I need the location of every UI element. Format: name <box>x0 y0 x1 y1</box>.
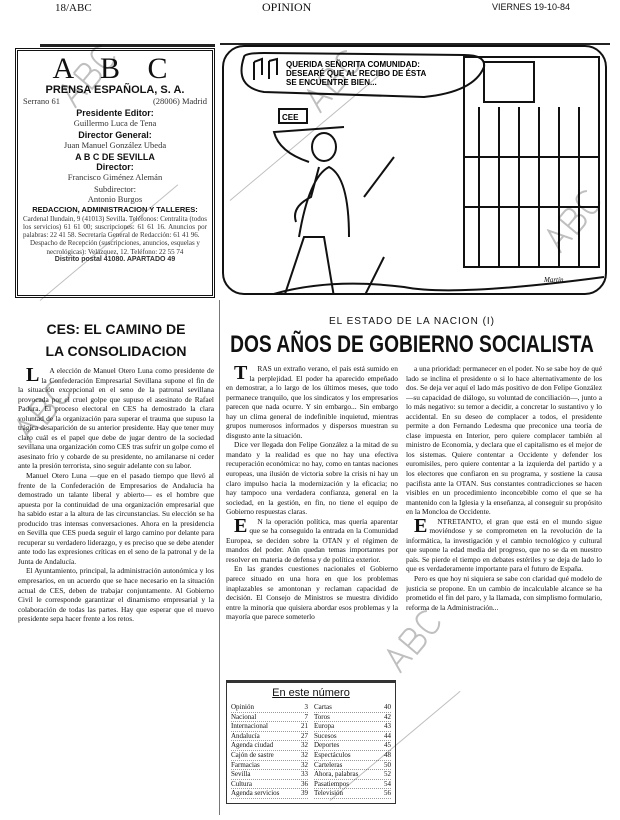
postal-text: Distrito postal 41080. APARTADO 49 <box>54 255 176 263</box>
paragraph: Pero es que hoy ni siquiera se sabe con claridad qué modelo de justicia se propone. En un cambio de incalculable alcance se ha prometido el fin del paro, y la llamada, con simplismo formulario, reforma de la Administración... <box>406 574 602 612</box>
role-label: Subdirector: <box>93 184 137 194</box>
role-name: Guillermo Luca de Tena <box>73 118 157 128</box>
index-entry-page: 56 <box>384 789 391 798</box>
paragraph: El Ayuntamiento, principal, la administración autonómica y los empresarios, en un acuerdo que se hace necesario en la situación actual de CES, deben de trabajar conjuntamente. Al Gobierno Civil le corresponde garantizar el dinamismo empresarial y la colaboración de todas las partes. Hay que esperar que el nuevo presidente sepa hacer frente a los retos. <box>18 566 214 624</box>
index-entry-page: 32 <box>301 760 308 769</box>
index-entry-page: 7 <box>304 712 308 721</box>
cartoonist-signature: Martín <box>544 276 564 284</box>
index-entry-page: 21 <box>301 722 308 731</box>
index-entry <box>231 722 308 732</box>
editorial-cartoon <box>222 45 607 295</box>
issue-date: VIERNES 19-10-84 <box>492 2 571 12</box>
index-entry-name: Toros <box>314 712 330 721</box>
company-name: PRENSA ESPAÑOLA, S. A. <box>45 84 185 96</box>
index-entry <box>314 703 391 713</box>
index-entry <box>231 713 308 723</box>
index-entry-page: 48 <box>384 750 391 759</box>
index-entry-name: Agenda ciudad <box>231 741 274 750</box>
index-entry <box>314 761 391 771</box>
paragraph: LA elección de Manuel Otero Luna como presidente de la Confederación Empresarial Sevillana supone el fin de la situación excepcional en el seno de la patronal sevillana provocada por el cruel golpe que supuso el asesinato de Rafael Padura. El proceso electoral en CES ha demostrado la clara voluntad de la organización para superar el trauma que supuso la trágica desaparición de su anterior presidente. Hay que tener muy claro cuál es el papel que debe de jugar dentro de la sociedad sevillana una organización como CES tras sufrir un golpe como el asesinato frío y cobarde de su presidente, no amilanarse ni ceder ante la presión terrorista, sino seguir adelante con su labor. <box>18 366 214 471</box>
index-entry <box>314 732 391 742</box>
index-entry <box>231 789 308 799</box>
edition-name: A B C DE SEVILLA <box>75 152 155 162</box>
index-entry <box>231 780 308 790</box>
index-entry <box>314 722 391 732</box>
page-number: 18/ABC <box>55 2 92 14</box>
role-name: Francisco Giménez Alemán <box>67 172 163 182</box>
index-entry-page: 52 <box>384 770 391 779</box>
index-entry-name: Internacional <box>231 722 268 731</box>
paragraph: En las grandes cuestiones nacionales el Gobierno parece situado en una hora en que los problemas inaplazables se amontonan y reclaman capacidad de decisión. El Consejo de Ministros se muestra dividido entre la minoría que quisiera abordar esos problemas y la mayoría que parece someterlo <box>226 564 398 622</box>
paragraph: ENTRETANTO, el gran que está en el mundo sigue moviéndose y se comprometen en la revolución de la informática, la investigación y el cambio tecnológico y cultural que supone la edad media del progreso, que no se da en nuestro país. Se pierde el tiempo en debates estériles y se deja de lado lo que es verdaderamente importante para el futuro de España. <box>406 514 602 574</box>
index-entry-page: 45 <box>384 741 391 750</box>
offices-label: REDACCION, ADMINISTRACION Y TALLERES: <box>32 205 198 214</box>
index-entry <box>231 741 308 751</box>
speech-bubble-text: QUERIDA SEÑORITA COMUNIDAD: DESEARÉ QUE AL RECIBO DE ÉSTA SE ENCUENTRE BIEN... <box>286 60 427 87</box>
article-headline: DOS AÑOS DE GOBIERNO SOCIALISTA <box>230 331 594 358</box>
cartoon-sign: CEE <box>282 113 299 122</box>
role-label: Director General: <box>78 130 152 140</box>
index-entry-page: 33 <box>301 770 308 779</box>
index-entry <box>231 761 308 771</box>
editorial-body <box>18 366 214 816</box>
role-name: Juan Manuel González Ubeda <box>63 140 167 150</box>
paragraph: a una prioridad: permanecer en el poder. No se sabe hoy de qué lado se inclina el presidente o si lo hace alternativamente de los dos. Se deja ver aquí el lado más positivo de don Felipe González —su capacidad de diálogo, su voluntad de conciliación—, junto a lo más negativo: su temor a decidir, a concretar lo sustantivo y lo accidental. En su deseo de complacer a todos, el presidente permite a don Fernando Ledesma que preconice una teoría de clase impuesta en Interior, pero quiere complacer también al ministro de Economía, y declara que el capitalismo es el mejor de los sistemas. Quiere contentar a Occidente y defender los euromisiles, pero quiere contentar a la izquierda del partido y a los electores que confiaron en su programa, y sostiene la causa pacifista ante la OTAN. Sus constantes contradicciones se hacen visibles en un procedimiento inconcebible como el que se ha mantenido con la Iglesia y la enseñanza, al conseguir su propósito en la Moncloa de Occidente. <box>406 364 602 517</box>
index-entry-name: Espectáculos <box>314 750 351 759</box>
index-entry-page: 40 <box>384 703 391 711</box>
index-entry-name: Opinión <box>231 703 254 711</box>
index-entry-name: Pasatiempos <box>314 779 349 788</box>
index-entry-name: Nacional <box>231 712 257 721</box>
masthead-box <box>15 48 215 298</box>
index-entry-name: Sevilla <box>231 770 251 779</box>
article-kicker: EL ESTADO DE LA NACION (I) <box>328 316 496 327</box>
paragraph: Dice ver llegada don Felipe González a la mitad de su mandato y la realidad es que no hay una efectiva recuperación económica: no hay, como en tantas naciones europeas, una ilusión de victoria sobre la crisis ni hay un claro impulso hacia la modernización y la eficacia; no hay tampoco una verdadera confianza, general en la sociedad, en la gestión, en fin, no tiene el equipo de Gobierno respuestas claras. <box>226 440 398 517</box>
index-entry-name: Agenda servicios <box>231 789 280 798</box>
index-entry-page: 3 <box>304 703 308 711</box>
index-entry <box>314 789 391 799</box>
paragraph: TRAS un extraño verano, el país está sumido en la perplejidad. El poder ha aparecido empeñado en demostrar, a lo largo de los últimos meses, que todo permanece tranquilo, que los sindicatos y los empresarios parecen que nada ocurre. Y sin embargo... Sin embargo hay un clima general de indefinible inquietud, mientras grupos numerosos informados y dispersos muestran su disgusto ante la situación. <box>226 364 398 440</box>
index-entry-page: 27 <box>301 731 308 740</box>
index-entry-page: 50 <box>384 760 391 769</box>
address-text: Cardenal Ilundain, 9 (41013) Sevilla. Teléfonos: Centralita (todos los servicios) 61 61 00; suscripciones: 61 61 16. Anuncios por palabras: 22 41 58. Secretaría General de Redacción: 61 41 96. <box>23 214 207 240</box>
index-entry-name: Sucesos <box>314 731 337 740</box>
index-entry-name: Televisión <box>314 789 344 798</box>
role-label: Director: <box>96 162 134 172</box>
index-entry-name: Ahora, palabras <box>314 770 359 779</box>
index-entry <box>314 741 391 751</box>
article-column-1 <box>226 364 398 674</box>
company-city: (28006) Madrid <box>152 96 207 106</box>
index-entry-page: 54 <box>384 779 391 788</box>
index-title: En este número <box>272 687 350 699</box>
index-entry-name: Farmacias <box>231 760 260 769</box>
index-entry-name: Cartas <box>314 703 332 711</box>
role-name: Antonio Burgos <box>87 194 143 204</box>
index-entry <box>231 751 308 761</box>
issue-index <box>226 680 396 804</box>
index-entry <box>314 713 391 723</box>
index-entry <box>231 732 308 742</box>
index-entry-name: Europa <box>314 722 335 731</box>
article-column-2 <box>406 364 602 814</box>
index-entry-page: 36 <box>301 779 308 788</box>
index-entry-page: 39 <box>301 789 308 798</box>
index-entry-name: Cultura <box>231 779 252 788</box>
index-entry-page: 44 <box>384 731 391 740</box>
index-entry-name: Carteleras <box>314 760 343 769</box>
index-column-right <box>314 703 391 799</box>
column-divider <box>219 300 220 815</box>
paragraph: EN la operación política, mas quería aparentar que se ha conseguido la entrada en la Comunidad Europea, se deciden sobre la OTAN y el régimen de mandos del poder. Aún quedan temas importantes por resolver en materia de defensa y de política exterior. <box>226 514 398 564</box>
index-entry-name: Deportes <box>314 741 340 750</box>
index-entry <box>314 770 391 780</box>
editorial-title: CES: EL CAMINO DE LA CONSOLIDACION <box>45 321 187 359</box>
section-title: OPINION <box>262 0 312 14</box>
distribution-text: Despacho de Recepción (suscripciones, anuncios, esquelas y necrológicas): Velázquez, 12. Teléfono: 22 55 74 <box>30 239 200 256</box>
role-label: Presidente Editor: <box>76 108 154 118</box>
index-entry-page: 32 <box>301 750 308 759</box>
index-entry-page: 32 <box>301 741 308 750</box>
index-entry <box>231 703 308 713</box>
company-street: Serrano 61 <box>23 96 61 106</box>
cartoon-drawing <box>224 47 607 295</box>
index-entry-page: 42 <box>384 712 391 721</box>
index-entry-name: Andalucía <box>231 731 260 740</box>
index-entry-page: 43 <box>384 722 391 731</box>
index-entry <box>231 770 308 780</box>
paragraph: Manuel Otero Luna —que en el pasado tiempo que llevó al frente de la Confederación de Empresarios de Andalucía ha demostrado un talante liberal y abierto— es el hombre que apuesta por la continuidad de una organización empresarial que ha sabido estar a la altura de las circunstancias. Su elección se ha producido tras intensas conversaciones. Ahora en la presidencia en Sevilla que CES pueda seguir el largo camino por delante para recuperar su verdadero liderazgo, y es preciso que se debe atender ante todo las expresiones críticas en el seno de la patronal y de la Junta de Andalucía. <box>18 471 214 566</box>
index-column-left <box>231 703 308 799</box>
header-rule <box>40 44 215 47</box>
index-entry-name: Cajón de sastre <box>231 750 274 759</box>
masthead-logo: A B C <box>52 52 178 85</box>
